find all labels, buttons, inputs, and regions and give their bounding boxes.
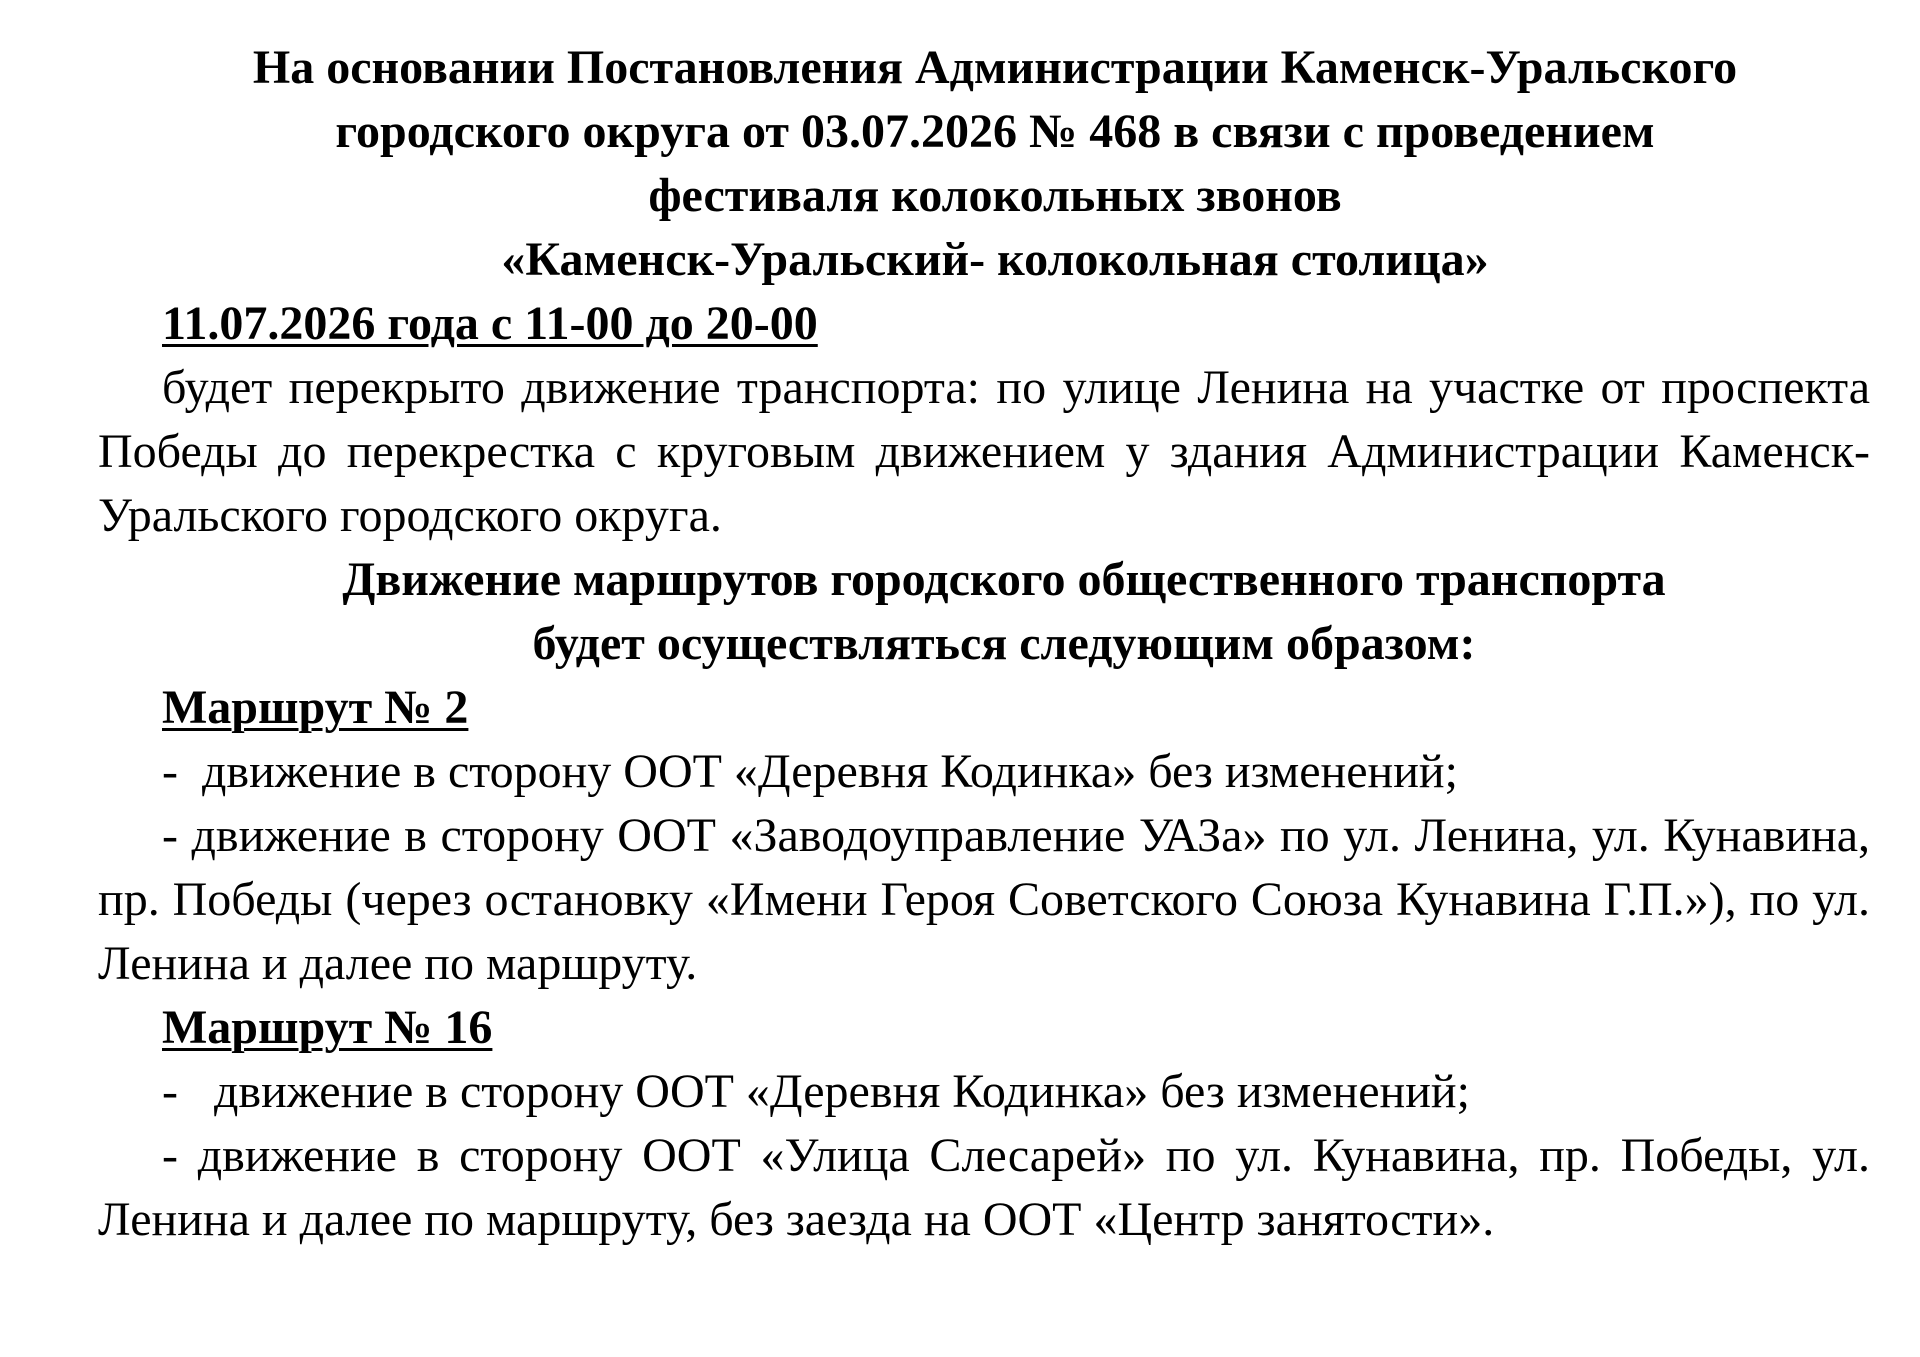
heading-line-1: На основании Постановления Администрации Каменск-Уральского [252,41,1738,94]
heading-line-3: фестиваля колокольных звонов [648,169,1342,222]
heading-line-2: городского округа от 03.07.2026 № 468 в связи с проведением [335,105,1655,158]
route-title: Маршрут № 2 [162,681,469,734]
route-item: - движение в сторону ООТ «Деревня Кодинка» без изменений; [162,745,1458,798]
transit-heading-line-2: будет осуществляться следующим образом: [532,617,1476,670]
route-section [98,676,1870,996]
announcement-heading [90,36,1900,292]
route-title: Маршрут № 16 [162,1001,493,1054]
transit-heading-line-1: Движение маршрутов городского общественного транспорта [342,553,1666,606]
route-section [98,996,1870,1252]
route-item: - движение в сторону ООТ «Улица Слесарей» по ул. Кунавина, пр. Победы, ул. Ленина и далее по маршруту, без заезда на ООТ «Центр занятости». [98,1129,1870,1246]
heading-line-4: «Каменск-Уральский- колокольная столица» [501,233,1489,286]
closure-description: будет перекрыто движение транспорта: по улице Ленина на участке от проспекта Победы до перекрестка с круговым движением у здания Администрации Каменск-Уральского городского округа. [98,361,1870,542]
route-item: - движение в сторону ООТ «Деревня Кодинка» без изменений; [162,1065,1470,1118]
route-item: - движение в сторону ООТ «Заводоуправление УАЗа» по ул. Ленина, ул. Кунавина, пр. Победы (через остановку «Имени Героя Советского Союза Кунавина Г.П.»), по ул. Ленина и далее по маршруту. [98,809,1870,990]
closure-date-time: 11.07.2026 года с 11-00 до 20-00 [162,297,818,350]
announcement-document [98,36,1870,1252]
